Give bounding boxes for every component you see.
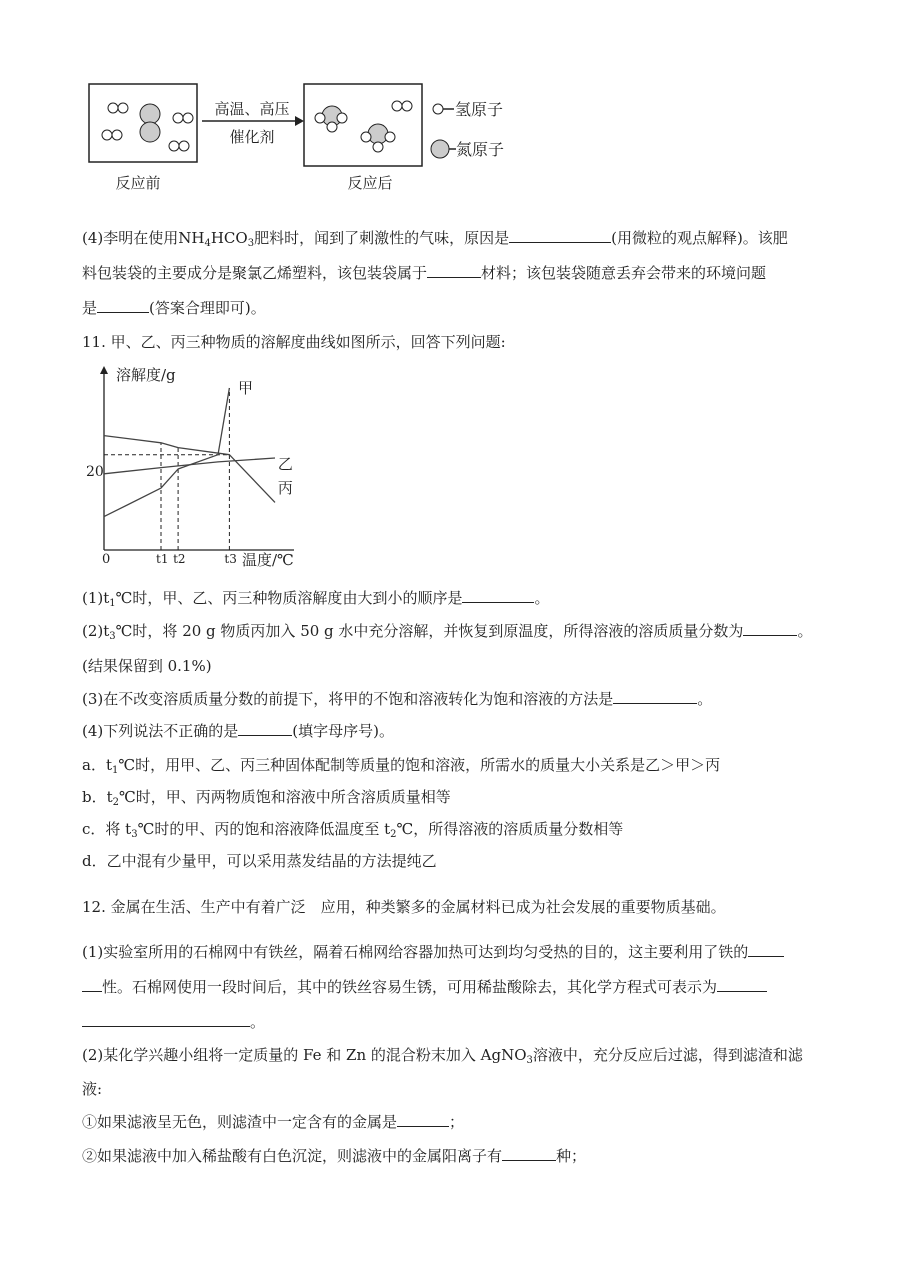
series-line-丙 <box>104 436 275 503</box>
answer-blank[interactable] <box>748 942 784 957</box>
q10-4-line1: (4)李明在使用$NH_4HCO_3$肥料时，闻到了刺激性的气味，原因是 (用微粒的观点解释)。该肥 <box>82 229 788 249</box>
series-label-乙: 乙 <box>277 455 293 474</box>
series-label-甲: 甲 <box>237 379 253 397</box>
answer-blank[interactable] <box>509 228 611 243</box>
origin-label: 0 <box>102 552 111 567</box>
legend-nitrogen <box>431 140 504 159</box>
q11-stem: 11. 甲、乙、丙三种物质的溶解度曲线如图所示，回答下列问题: <box>82 333 506 351</box>
q12-p2-line1: (2)某化学兴趣小组将一定质量的 Fe 和 Zn 的混合粉末加入 AgNO$_3$溶液中，充分反应后过滤，得到滤渣和滤 <box>82 1046 803 1066</box>
x-tick-t3: t3 <box>224 552 237 566</box>
q10-4-line2: 料包装袋的主要成分是聚氯乙烯塑料，该包装袋属于 材料；该包装袋随意丢弃会带来的环境问题 <box>82 264 767 282</box>
after-molecules <box>315 101 412 152</box>
q11-option-c: c．将 $t_3℃$时的甲、丙的饱和溶液降低温度至 $t_2℃$，所得溶液的溶质质量分数相等 <box>82 820 624 840</box>
q12-item2: ②如果滤液中加入稀盐酸有白色沉淀，则滤液中的金属阳离子有 种； <box>82 1147 587 1165</box>
label-before: 反应前 <box>115 174 161 192</box>
y-axis-label: 溶解度/g <box>116 366 176 384</box>
q11-p1: $(1)t_1℃$时，甲、乙、丙三种物质溶解度由大到小的顺序是 。 <box>82 589 550 609</box>
solubility-chart <box>82 360 312 575</box>
answer-blank[interactable] <box>82 1012 250 1027</box>
before-molecules <box>102 103 193 151</box>
legend-hydrogen <box>433 100 503 119</box>
q11-option-a: a．$t_1℃$时，用甲、乙、丙三种固体配制等质量的饱和溶液，所需水的质量大小关系是乙＞甲＞丙 <box>82 756 721 776</box>
answer-blank[interactable] <box>82 977 102 992</box>
q12-stem: 12. 金属在生活、生产中有着广泛 应用，种类繁多的金属材料已成为社会发展的重要物质基础。 <box>82 898 726 916</box>
x-tick-t1: t1 <box>156 552 169 566</box>
q10-4-line3: 是 (答案合理即可)。 <box>82 299 266 317</box>
answer-blank[interactable] <box>427 263 481 278</box>
arrow-bottom-label: 催化剂 <box>229 128 275 146</box>
answer-blank[interactable] <box>397 1112 449 1127</box>
series-line-乙 <box>104 458 275 474</box>
svg-text:氮原子: 氮原子 <box>456 140 505 159</box>
q12-p1-line2: 性。石棉网使用一段时间后，其中的铁丝容易生锈，可用稀盐酸除去，其化学方程式可表示为 <box>82 976 767 998</box>
answer-blank[interactable] <box>462 588 534 603</box>
label-after: 反应后 <box>347 174 393 192</box>
q11-p3: (3)在不改变溶质质量分数的前提下，将甲的不饱和溶液转化为饱和溶液的方法是 。 <box>82 690 713 708</box>
y-tick-20: 20 <box>86 464 104 480</box>
q12-item1: ①如果滤液呈无色，则滤渣中一定含有的金属是 ； <box>82 1113 465 1131</box>
reaction-figure <box>80 80 560 200</box>
series-label-丙: 丙 <box>277 479 293 498</box>
x-axis-label: 温度/℃ <box>242 551 294 569</box>
answer-blank[interactable] <box>97 298 149 313</box>
q11-option-b: b．$t_2℃$时，甲、丙两物质饱和溶液中所含溶质质量相等 <box>82 788 451 808</box>
q11-p2-note: (结果保留到 0.1%) <box>82 657 212 675</box>
answer-blank[interactable] <box>717 977 767 992</box>
q11-p4: (4)下列说法不正确的是 (填字母序号)。 <box>82 722 394 740</box>
svg-text:氢原子: 氢原子 <box>455 100 504 119</box>
x-tick-t2: t2 <box>173 552 186 566</box>
answer-blank[interactable] <box>613 689 697 704</box>
q12-p2-line2: 液: <box>82 1080 103 1098</box>
q12-p1-line3: 。 <box>82 1011 265 1033</box>
answer-blank[interactable] <box>238 721 292 736</box>
answer-blank[interactable] <box>502 1146 556 1161</box>
q11-option-d: d．乙中混有少量甲，可以采用蒸发结晶的方法提纯乙 <box>82 852 437 870</box>
arrow-top-label: 高温、高压 <box>214 100 290 118</box>
answer-blank[interactable] <box>743 621 797 636</box>
q12-p1-line1: (1)实验室所用的石棉网中有铁丝，隔着石棉网给容器加热可达到均匀受热的目的，这主要利用了铁的 <box>82 941 784 963</box>
after-box <box>304 84 422 166</box>
q11-p2: $(2)t_3℃$时，将 20 g 物质丙加入 50 g 水中充分溶解，并恢复到原温度，所得溶液的溶质质量分数为 。 <box>82 622 813 642</box>
